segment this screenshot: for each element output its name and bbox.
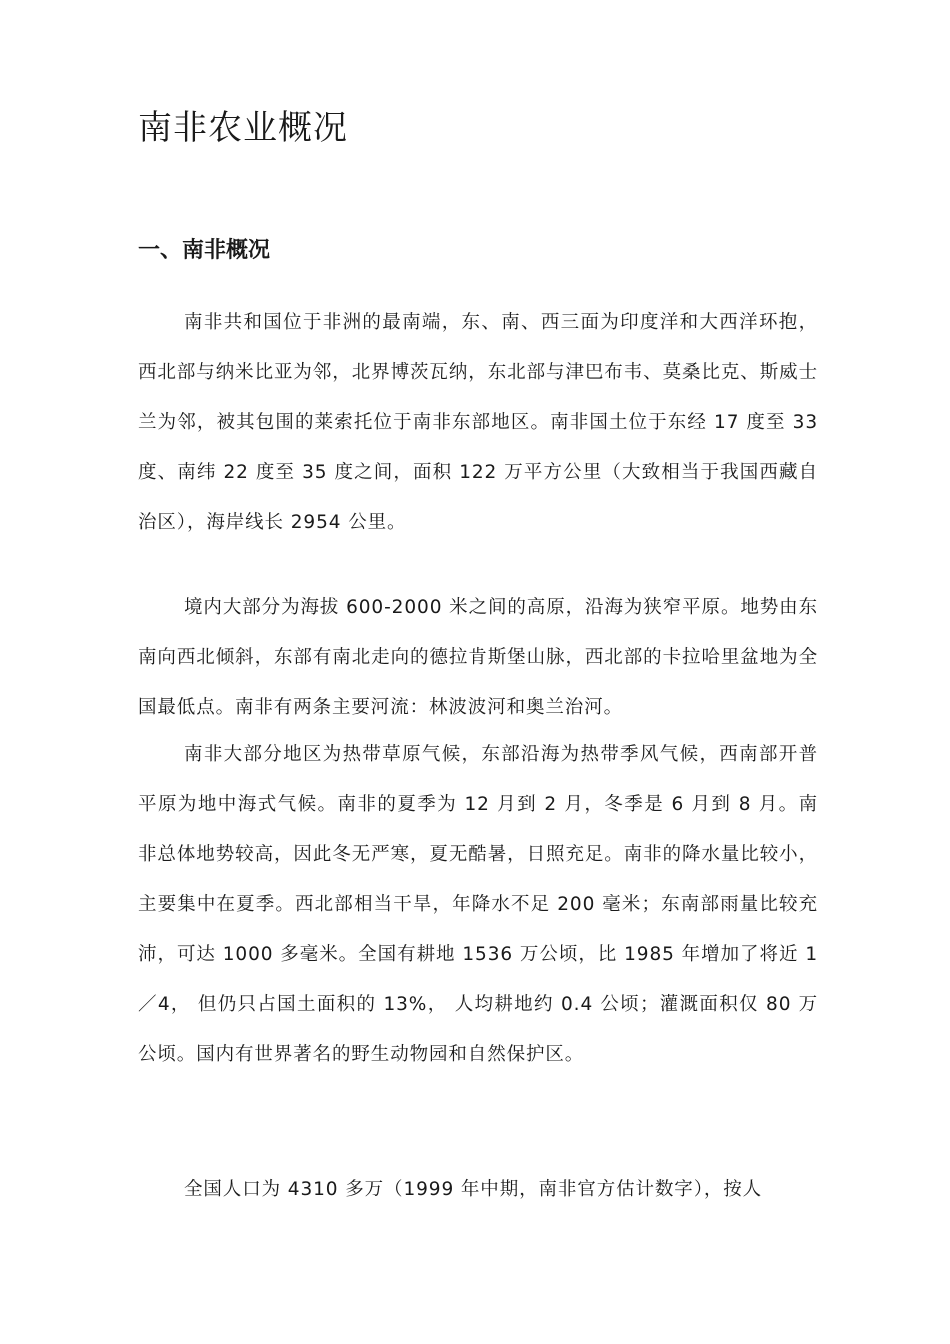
paragraph-terrain: 境内大部分为海拔 600-2000 米之间的高原，沿海为狭窄平原。地势由东南向西北倾斜，东部有南北走向的德拉肯斯堡山脉，西北部的卡拉哈里盆地为全国最低点。南非有两条主要河流：林波波河和奥兰治河。 <box>138 597 818 718</box>
paragraph-location: 南非共和国位于非洲的最南端，东、南、西三面为印度洋和大西洋环抱，西北部与纳米比亚为邻，北界博茨瓦纳，东北部与津巴布韦、莫桑比克、斯威士兰为邻，被其包围的莱索托位于南非东部地区。南非国土位于东经 17 度至 33 度、南纬 22 度至 35 度之间，面积 122 万平方公里（大致相当于我国西藏自治区），海岸线长 2954 公里。 <box>138 312 818 533</box>
paragraph-population: 全国人口为 4310 多万（1999 年中期，南非官方估计数字），按人 <box>184 1179 763 1200</box>
section-heading: 一、南非概况 <box>138 238 271 263</box>
paragraph-climate: 南非大部分地区为热带草原气候，东部沿海为热带季风气候，西南部开普平原为地中海式气候。南非的夏季为 12 月到 2 月，冬季是 6 月到 8 月。南非总体地势较高，因此冬无严寒，夏无酷暑，日照充足。南非的降水量比较小，主要集中在夏季。西北部相当干旱，年降水不足 200 毫米；东南部雨量比较充沛，可达 1000 多毫米。全国有耕地 1536 万公顷，比 1985 年增加了将近 1／4， 但仍只占国土面积的 13%， 人均耕地约 0.4 公顷；灌溉面积仅 80 万公顷。国内有世界著名的野生动物园和自然保护区。 <box>138 744 818 1065</box>
document-title: 南非农业概况 <box>138 108 348 148</box>
